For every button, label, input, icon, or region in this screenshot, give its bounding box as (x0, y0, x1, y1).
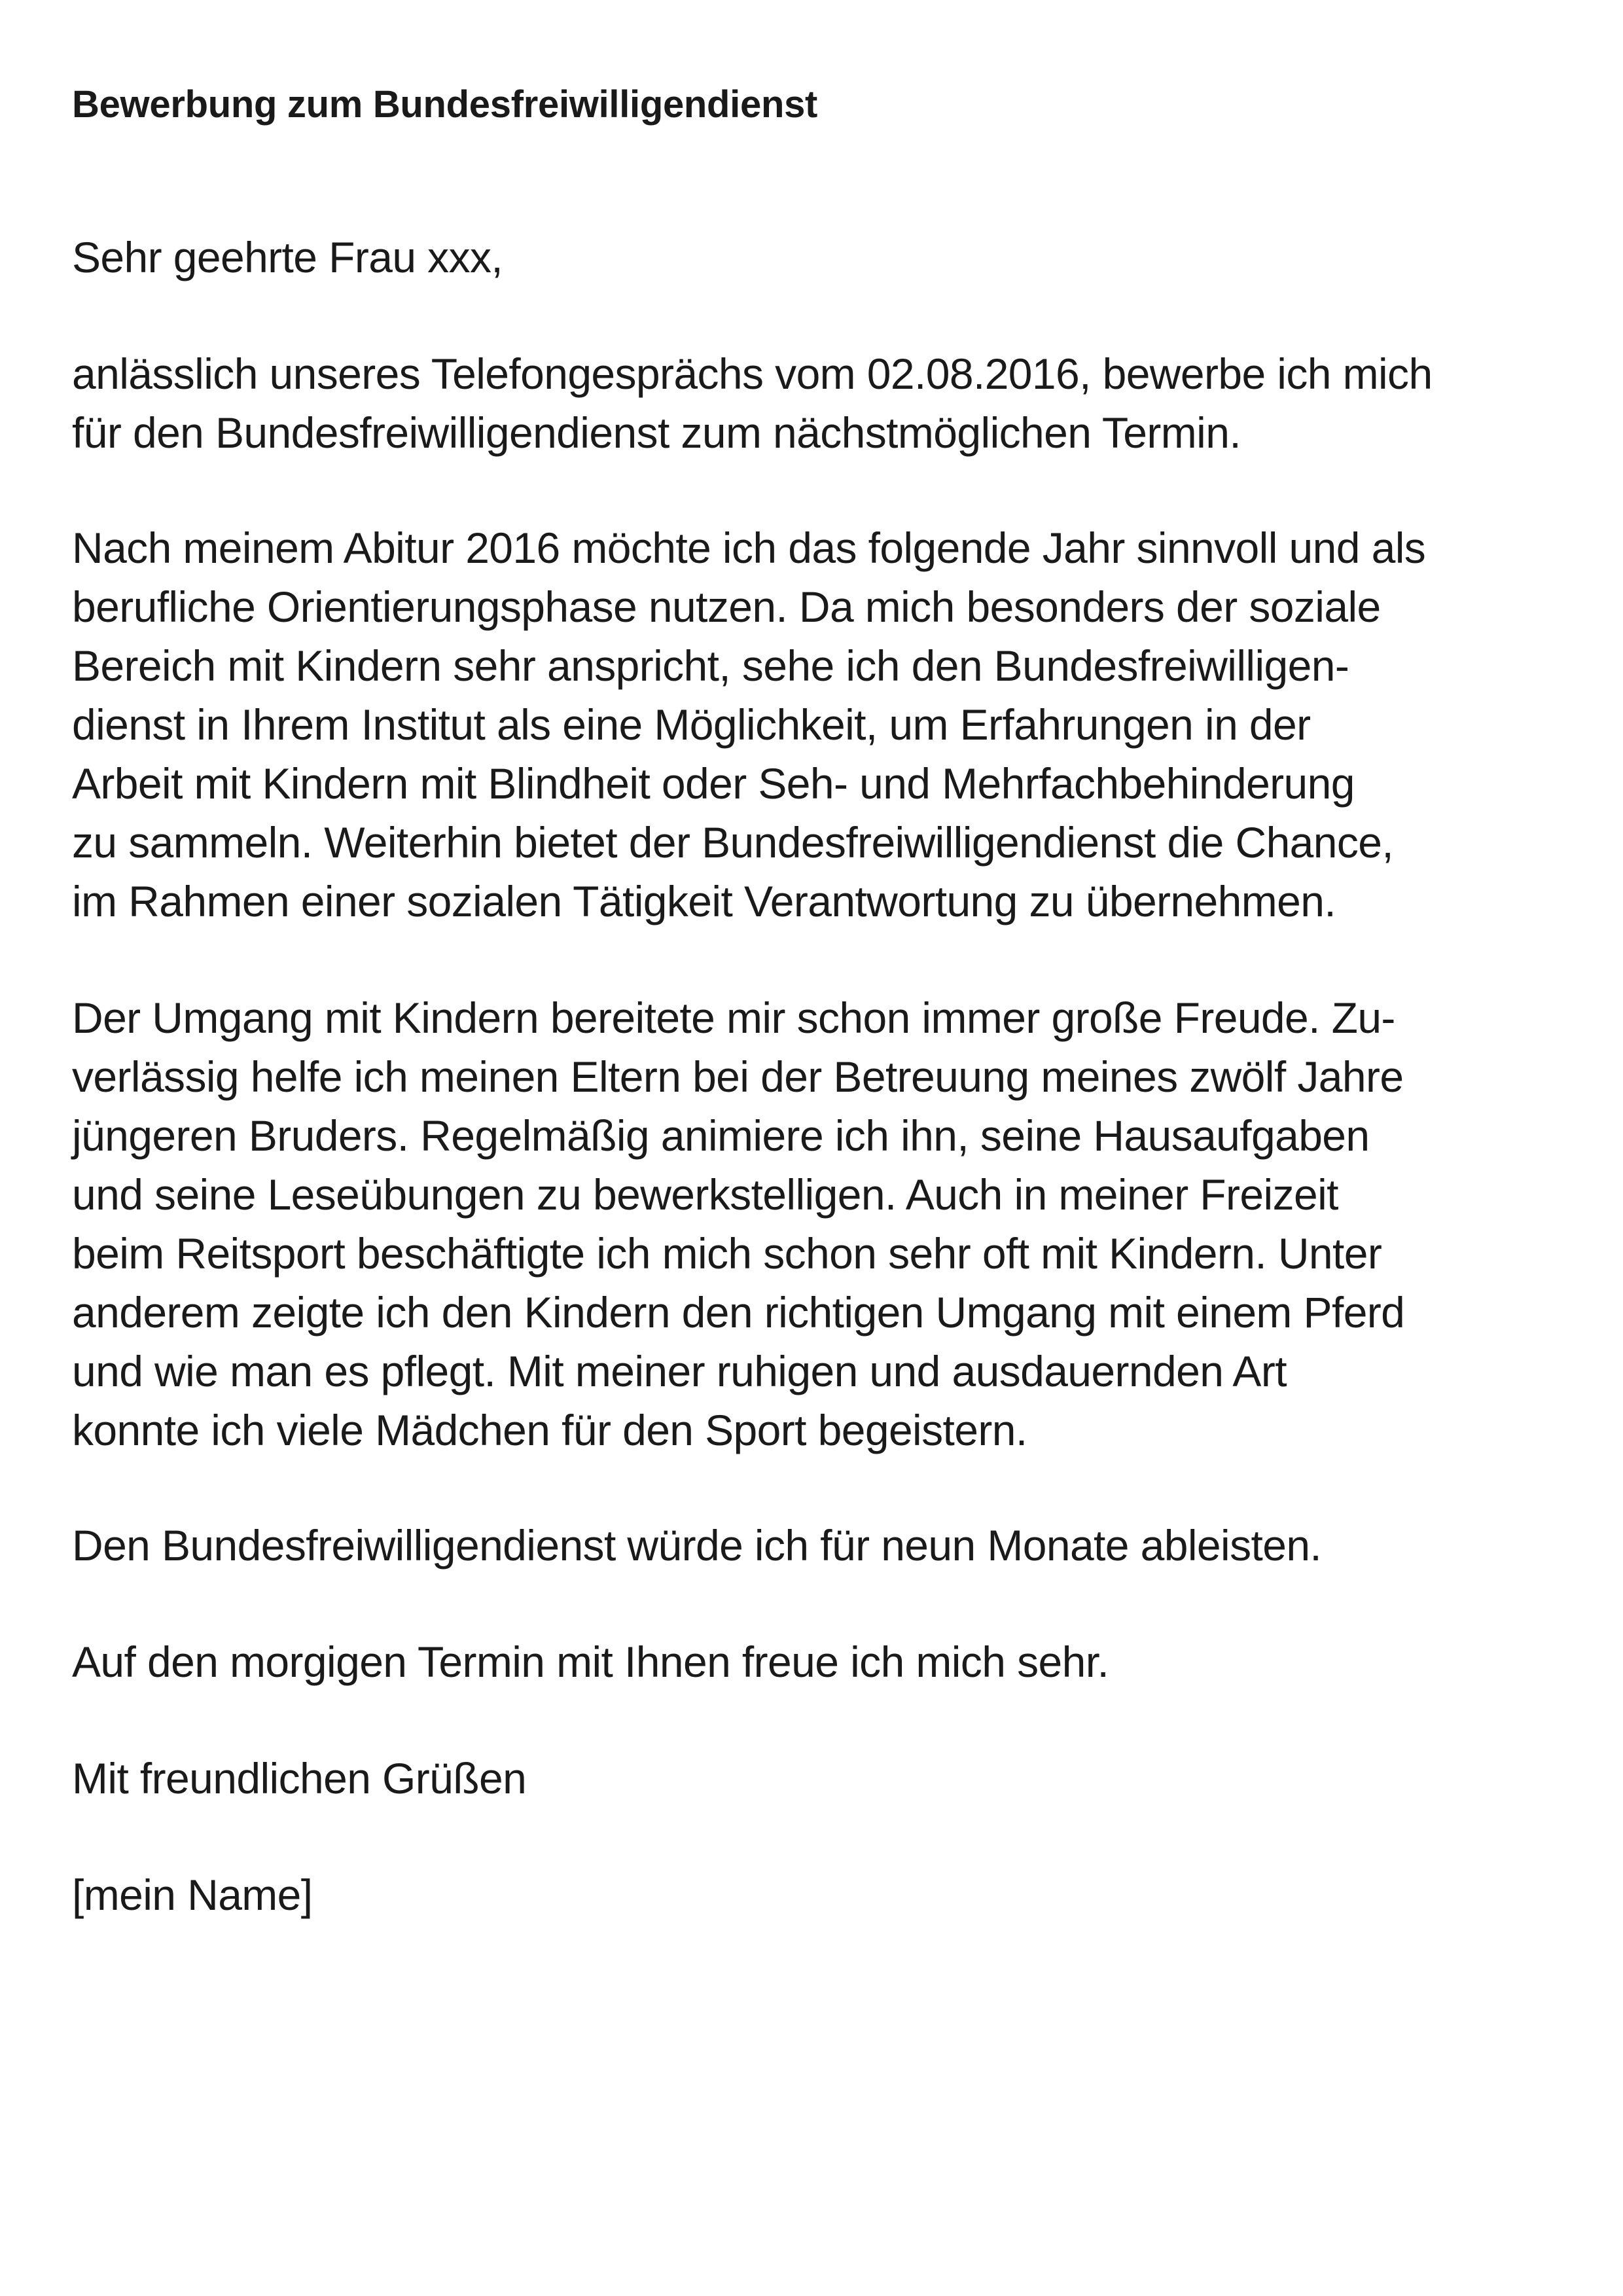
paragraph-line: im Rahmen einer sozialen Tätigkeit Verantwortung zu übernehmen. (72, 877, 1336, 925)
paragraph-intro (72, 344, 1577, 462)
application-letter (72, 77, 1577, 1924)
paragraph-line: anderem zeigte ich den Kindern den richtigen Umgang mit einem Pferd (72, 1288, 1405, 1336)
paragraph-line: verlässig helfe ich meinen Eltern bei der Betreuung meines zwölf Jahre (72, 1052, 1404, 1101)
paragraph-line: berufliche Orientierungsphase nutzen. Da mich besonders der soziale (72, 583, 1381, 631)
paragraph-line: für den Bundesfreiwilligendienst zum nächstmöglichen Termin. (72, 408, 1241, 457)
paragraph-line: und wie man es pflegt. Mit meiner ruhigen und ausdauernden Art (72, 1347, 1287, 1395)
paragraph-appointment: Auf den morgigen Termin mit Ihnen freue ich mich sehr. (72, 1638, 1109, 1686)
paragraph-line: konnte ich viele Mädchen für den Sport begeistern. (72, 1406, 1027, 1454)
paragraph-line: Der Umgang mit Kindern bereitete mir schon immer große Freude. Zu- (72, 994, 1395, 1042)
paragraph-motivation (72, 518, 1577, 931)
paragraph-line: Arbeit mit Kindern mit Blindheit oder Seh- und Mehrfachbehinderung (72, 759, 1355, 808)
paragraph-line: Bereich mit Kindern sehr anspricht, sehe ich den Bundesfreiwilligen- (72, 641, 1349, 690)
paragraph-line: jüngeren Bruders. Regelmäßig animiere ich ihn, seine Hausaufgaben (72, 1111, 1370, 1160)
letter-salutation: Sehr geehrte Frau xxx, (72, 233, 503, 281)
paragraph-line: zu sammeln. Weiterhin bietet der Bundesfreiwilligendienst die Chance, (72, 818, 1394, 867)
paragraph-line: Nach meinem Abitur 2016 möchte ich das folgende Jahr sinnvoll und als (72, 524, 1426, 572)
paragraph-experience (72, 988, 1577, 1460)
paragraph-line: und seine Leseübungen zu bewerkstelligen. Auch in meiner Freizeit (72, 1170, 1338, 1219)
paragraph-line: beim Reitsport beschäftigte ich mich schon sehr oft mit Kindern. Unter (72, 1229, 1382, 1278)
letter-signature: [mein Name] (72, 1871, 313, 1919)
paragraph-line: dienst in Ihrem Institut als eine Möglichkeit, um Erfahrungen in der (72, 700, 1311, 749)
paragraph-duration: Den Bundesfreiwilligendienst würde ich für neun Monate ableisten. (72, 1521, 1322, 1570)
letter-subject: Bewerbung zum Bundesfreiwilligendienst (72, 83, 818, 126)
paragraph-line: anlässlich unseres Telefongesprächs vom 02.08.2016, bewerbe ich mich (72, 350, 1433, 398)
letter-closing: Mit freundlichen Grüßen (72, 1754, 527, 1803)
